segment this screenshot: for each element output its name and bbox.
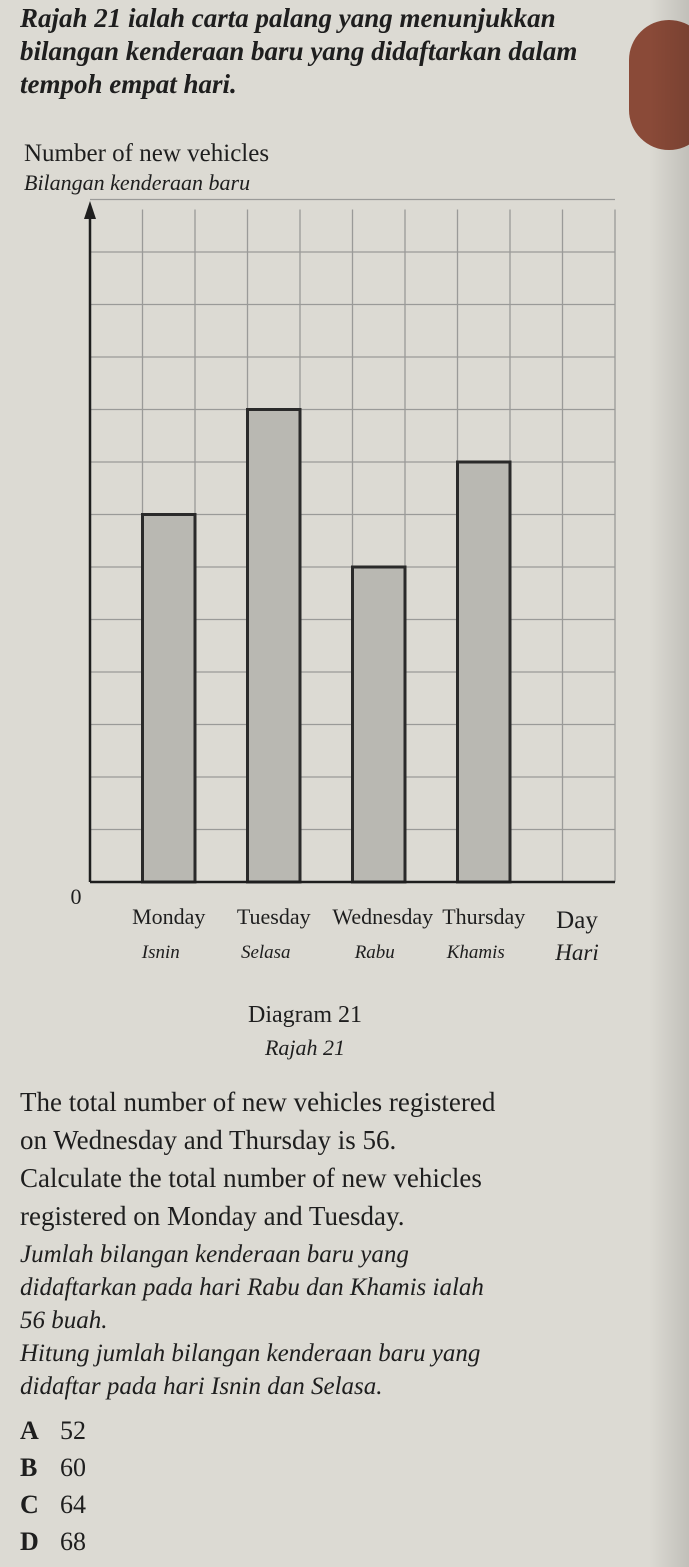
option-a[interactable] — [20, 1412, 86, 1449]
y-axis-title: Number of new vehicles — [24, 140, 270, 167]
option-letter: A — [20, 1415, 39, 1445]
origin-label: 0 — [70, 884, 82, 909]
question-line: Jumlah bilangan kenderaan baru yang — [20, 1241, 409, 1268]
bar-wednesday — [353, 567, 406, 882]
diagram-caption-malay: Rajah 21 — [264, 1035, 346, 1060]
intro-line: bilangan kenderaan baru yang didaftarkan dalam — [20, 36, 578, 66]
question-line: 56 buah. — [20, 1307, 108, 1334]
option-letter: D — [20, 1526, 39, 1556]
option-value: 64 — [60, 1489, 86, 1519]
x-tick-label: Wednesday — [332, 904, 434, 929]
option-c[interactable] — [20, 1486, 86, 1523]
x-tick-label: Thursday — [442, 904, 526, 929]
option-value: 68 — [60, 1526, 86, 1556]
bar-monday — [143, 515, 196, 883]
bar-chart — [0, 195, 689, 995]
diagram-caption: Diagram 21 — [248, 1002, 362, 1028]
option-b[interactable] — [20, 1449, 86, 1486]
question-line: The total number of new vehicles registered — [20, 1087, 496, 1117]
question-line: registered on Monday and Tuesday. — [20, 1201, 405, 1231]
question-line: Calculate the total number of new vehicles — [20, 1163, 482, 1193]
x-tick-label-malay: Khamis — [446, 942, 505, 963]
intro-text — [20, 2, 650, 101]
intro-line: tempoh empat hari. — [20, 69, 237, 99]
option-value: 60 — [60, 1452, 86, 1482]
x-tick-label: Monday — [132, 904, 206, 929]
intro-line: Rajah 21 ialah carta palang yang menunjukkan — [20, 3, 556, 33]
question-line: didaftarkan pada hari Rabu dan Khamis ialah — [20, 1274, 484, 1301]
x-axis-title: Day — [556, 907, 598, 934]
x-axis-title-malay: Hari — [555, 940, 599, 965]
y-axis-title-malay: Bilangan kenderaan baru — [24, 170, 251, 195]
question-line: Hitung jumlah bilangan kenderaan baru yang — [20, 1340, 481, 1367]
option-letter: C — [20, 1489, 39, 1519]
bar-thursday — [458, 462, 511, 882]
question-line: didaftar pada hari Isnin dan Selasa. — [20, 1373, 383, 1400]
x-tick-label-malay: Selasa — [240, 942, 291, 963]
question-english — [20, 1083, 610, 1235]
option-d[interactable] — [20, 1523, 86, 1560]
x-tick-label: Tuesday — [236, 904, 311, 929]
answer-options — [20, 1412, 86, 1560]
option-value: 52 — [60, 1415, 86, 1445]
question-malay — [20, 1238, 610, 1403]
x-tick-label-malay: Isnin — [141, 942, 180, 963]
question-line: on Wednesday and Thursday is 56. — [20, 1125, 397, 1155]
option-letter: B — [20, 1452, 38, 1482]
thumb-shadow — [629, 20, 689, 150]
y-axis-arrow — [84, 201, 96, 219]
x-tick-label-malay: Rabu — [354, 942, 395, 963]
bar-tuesday — [248, 410, 301, 883]
